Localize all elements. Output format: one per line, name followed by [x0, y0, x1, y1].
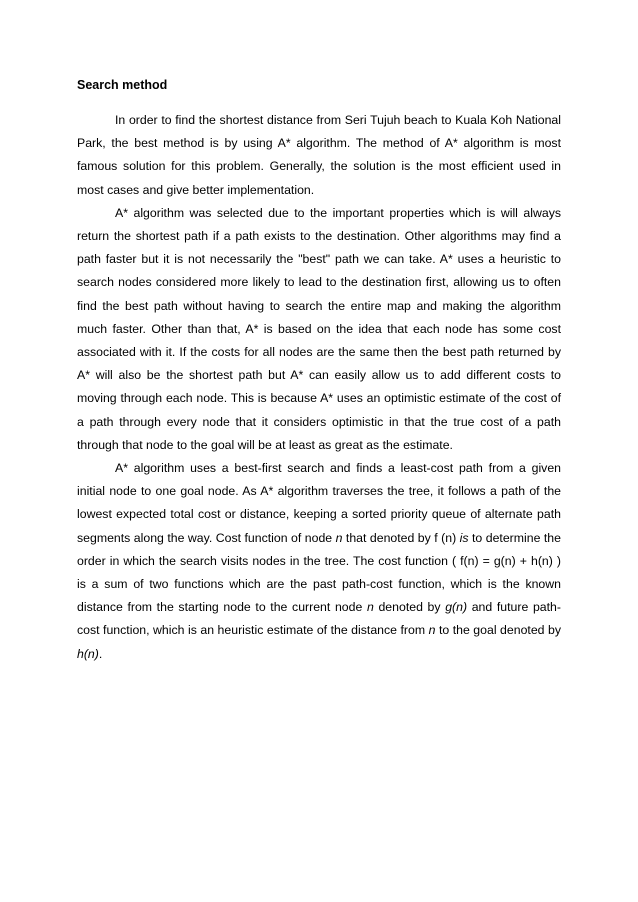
paragraph-text: In order to find the shortest distance from Seri Tujuh beach to Kuala Koh National Park, the best method is by using A* algorithm. The method of A* algorithm is most famous solution for this problem. Generally, the solution is the most efficient used in most cases and give better implementation. [77, 113, 561, 197]
document-page [77, 76, 561, 666]
section-heading: Search method [77, 78, 168, 92]
italic-term: is [459, 530, 469, 545]
paragraph-text: to determine the order in which the search visits nodes in the tree. The cost function ( f(n) = g(n) + h(n) ) is a sum of two functions which are the past path-cost function, which is the known distance from the starting node to the current node [77, 530, 561, 615]
paragraph-text: to the goal denoted by [435, 623, 561, 638]
paragraph-text: denoted by [373, 600, 446, 615]
italic-term: g(n) [445, 600, 468, 615]
paragraph-text: . [98, 646, 103, 661]
paragraph-2 [77, 202, 561, 457]
italic-term: n [428, 623, 436, 638]
paragraph-1 [77, 109, 561, 202]
italic-term: n [366, 600, 374, 615]
italic-term: h(n) [77, 646, 99, 661]
paragraph-3 [77, 457, 561, 666]
italic-term: n [335, 530, 343, 545]
paragraph-text: that denoted by f (n) [342, 530, 460, 545]
paragraph-text: A* algorithm was selected due to the important properties which is will always return the shortest path if a path exists to the destination. Other algorithms may find a path faster but it is not necessarily the "best" path we can take. A* uses a heuristic to search nodes considered more likely to lead to the destination first, allowing us to often find the best path without having to search the entire map and making the algorithm much faster. Other than that, A* is based on the idea that each node has some cost associated with it. If the costs for all nodes are the same then the best path returned by A* will also be the shortest path but A* can easily allow us to add different costs to moving through each node. This is because A* uses an optimistic estimate of the cost of a path through every node that it considers optimistic in that the true cost of a path through that node to the goal will be at least as great as the estimate. [77, 205, 561, 452]
paragraph-text: and future path-cost function, which is an heuristic estimate of the distance from [77, 600, 561, 638]
paragraph-text: A* algorithm uses a best-first search and finds a least-cost path from a given initial node to one goal node. As A* algorithm traverses the tree, it follows a path of the lowest expected total cost or distance, keeping a sorted priority queue of alternate path segments along the way. Cost function of node [77, 461, 561, 545]
